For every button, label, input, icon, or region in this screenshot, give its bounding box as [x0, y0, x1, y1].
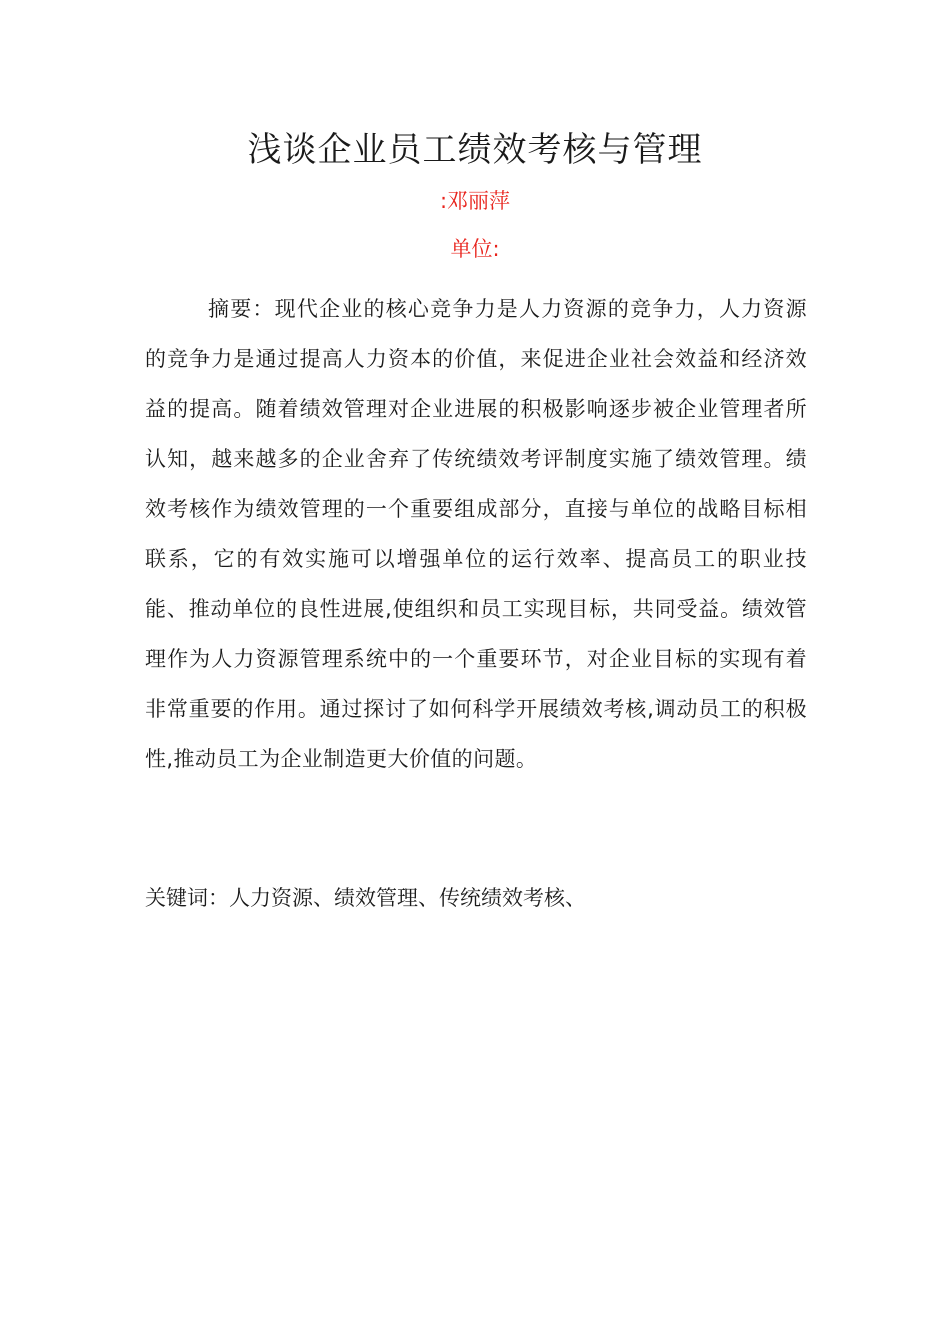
abstract-paragraph: 摘要：现代企业的核心竞争力是人力资源的竞争力，人力资源的竞争力是通过提高人力资本的价值，来促进企业社会效益和经济效益的提高。随着绩效管理对企业进展的积极影响逐步被企业管理者所认知，越来越多的企业舍弃了传统绩效考评制度实施了绩效管理。绩效考核作为绩效管理的一个重要组成部分，直接与单位的战略目标相联系，它的有效实施可以增强单位的运行效率、提高员工的职业技能、推动单位的良性进展,使组织和员工实现目标，共同受益。绩效管理作为人力资源管理系统中的一个重要环节，对企业目标的实现有着非常重要的作用。通过探讨了如何科学开展绩效考核,调动员工的积极性,推动员工为企业制造更大价值的问题。 [145, 297, 807, 771]
document-title: 浅谈企业员工绩效考核与管理 [247, 130, 703, 170]
unit-line: 单位: [450, 237, 500, 261]
author-line: :邓丽萍 [439, 189, 511, 213]
keywords-line: 关键词：人力资源、绩效管理、传统绩效考核、 [145, 886, 586, 910]
